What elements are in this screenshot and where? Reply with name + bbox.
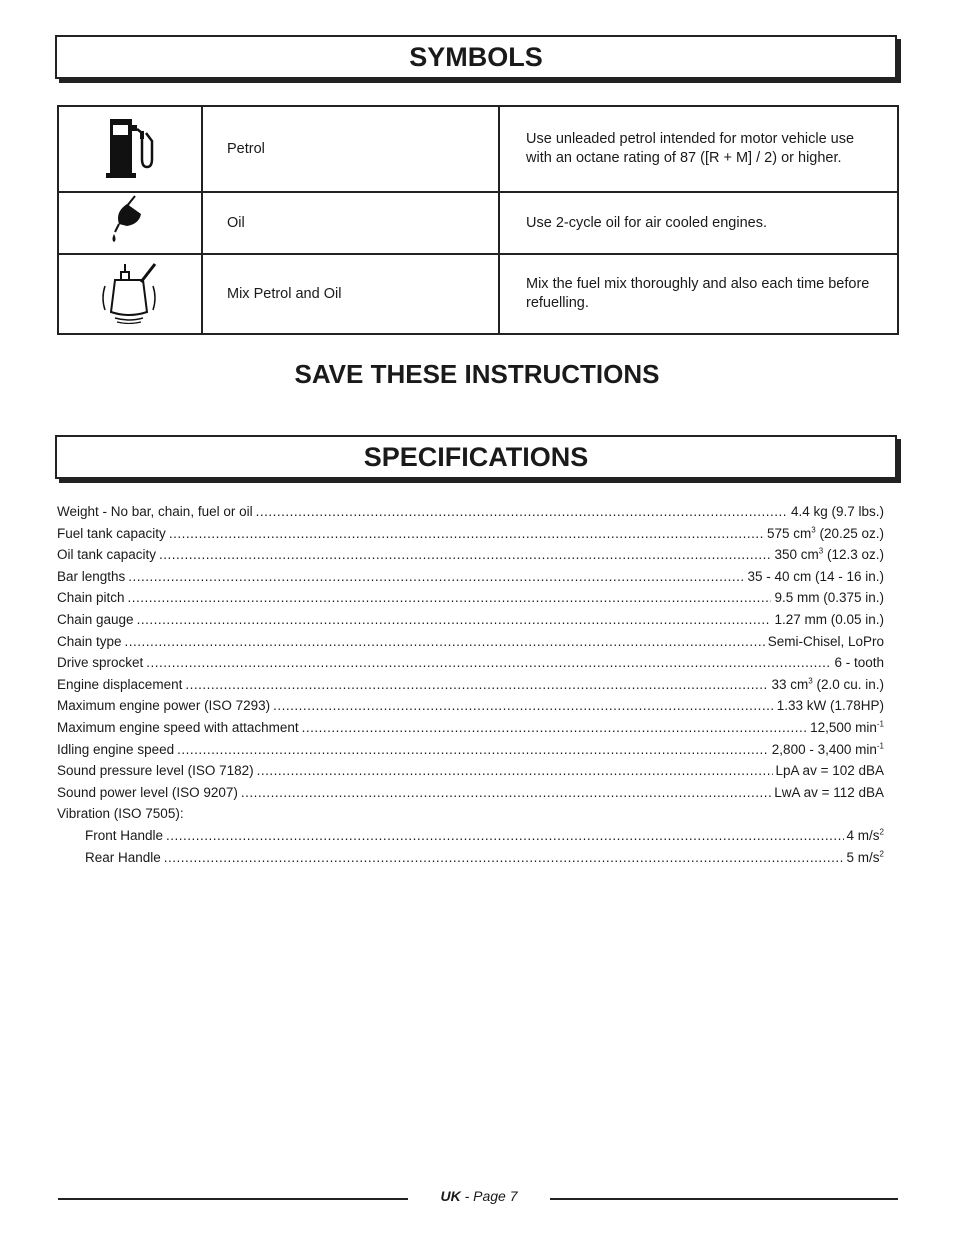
spec-label: Idling engine speed bbox=[57, 741, 175, 757]
spec-row bbox=[57, 609, 884, 631]
spec-label: Fuel tank capacity bbox=[57, 525, 166, 541]
vibration-label: Vibration (ISO 7505): bbox=[57, 806, 184, 822]
spec-label: Maximum engine power (ISO 7293) bbox=[57, 698, 271, 714]
spec-row bbox=[57, 523, 884, 545]
spec-label: Engine displacement bbox=[57, 676, 183, 692]
spec-value: 4.4 kg (9.7 lbs.) bbox=[790, 504, 884, 519]
spec-value: 350 $cm^3$ (12.3 oz.) bbox=[774, 546, 884, 563]
symbol-icon-cell bbox=[58, 106, 202, 192]
page-footer bbox=[408, 1188, 550, 1204]
spec-value: 12,500 $\min^{-1}$ bbox=[810, 719, 884, 735]
symbols-table bbox=[57, 105, 899, 335]
footer-page-number: - Page 7 bbox=[460, 1188, 518, 1204]
spec-label: Oil tank capacity bbox=[57, 547, 157, 563]
spec-row bbox=[57, 544, 884, 566]
symbol-name: Petrol bbox=[202, 106, 499, 192]
spec-row bbox=[57, 825, 884, 847]
spec-label: Drive sprocket bbox=[57, 655, 144, 671]
symbol-description: Use 2-cycle oil for air cooled engines. bbox=[499, 192, 898, 254]
symbol-name: Oil bbox=[202, 192, 499, 254]
spec-label: Chain gauge bbox=[57, 611, 134, 627]
spec-row bbox=[57, 803, 884, 825]
spec-value: 1.27 mm (0.05 in.) bbox=[774, 611, 884, 627]
spec-label: Chain type bbox=[57, 633, 122, 649]
spec-value: LwA av = 112 dBA bbox=[774, 784, 884, 800]
spec-value: 5 $m/s^2$ bbox=[846, 849, 884, 865]
spec-row bbox=[57, 717, 884, 739]
footer-region: UK bbox=[440, 1188, 461, 1204]
symbol-row-mix bbox=[58, 254, 898, 334]
spec-row bbox=[57, 652, 884, 674]
symbols-heading-banner bbox=[55, 35, 897, 79]
symbol-row-oil bbox=[58, 192, 898, 254]
spec-value: LpA av = 102 dBA bbox=[775, 763, 884, 779]
petrol-pump-icon bbox=[102, 113, 158, 179]
spec-row bbox=[57, 847, 884, 869]
footer-rule-left bbox=[58, 1198, 408, 1200]
spec-label: Sound pressure level (ISO 7182) bbox=[57, 763, 254, 779]
spec-value: 1.33 kW (1.78HP) bbox=[776, 698, 884, 714]
symbol-icon-cell bbox=[58, 254, 202, 334]
save-instructions-heading: SAVE THESE INSTRUCTIONS bbox=[294, 359, 660, 389]
spec-row bbox=[57, 566, 884, 588]
specifications-list bbox=[57, 501, 884, 868]
spec-label: Bar lengths bbox=[57, 568, 126, 584]
spec-label: Sound power level (ISO 9207) bbox=[57, 784, 238, 800]
specifications-heading-banner bbox=[55, 435, 897, 479]
spec-label: Rear Handle bbox=[85, 849, 161, 865]
spec-row bbox=[57, 760, 884, 782]
spec-row bbox=[57, 782, 884, 804]
specifications-heading: SPECIFICATIONS bbox=[363, 442, 589, 472]
spec-row bbox=[57, 587, 884, 609]
spec-row bbox=[57, 739, 884, 761]
spec-value: 9.5 mm (0.375 in.) bbox=[774, 590, 884, 606]
footer-rule-right bbox=[550, 1198, 898, 1200]
spec-value: 35 - 40 cm (14 - 16 in.) bbox=[747, 568, 884, 584]
spec-row bbox=[57, 501, 884, 523]
spec-value: 2,800 - 3,400 $\min^{-1}$ bbox=[771, 741, 884, 757]
spec-label: Front Handle bbox=[85, 827, 164, 843]
mix-fuel-can-icon bbox=[97, 258, 163, 324]
spec-label: Maximum engine speed with attachment bbox=[57, 719, 299, 735]
spec-value: Semi-Chisel, LoPro bbox=[767, 633, 884, 649]
spec-row bbox=[57, 631, 884, 653]
symbol-description: Use unleaded petrol intended for motor vehicle use with an octane rating of 87 ([R + M] / 2) or higher. bbox=[499, 106, 898, 192]
spec-row bbox=[57, 674, 884, 696]
oil-can-icon bbox=[105, 194, 155, 246]
symbol-row-petrol bbox=[58, 106, 898, 192]
symbols-heading: SYMBOLS bbox=[409, 42, 543, 72]
symbol-name: Mix Petrol and Oil bbox=[202, 254, 499, 334]
spec-row bbox=[57, 695, 884, 717]
spec-value: 6 - tooth bbox=[834, 655, 884, 671]
spec-value: 575 $cm^3$ (20.25 oz.) bbox=[766, 525, 884, 541]
spec-label: Chain pitch bbox=[57, 590, 125, 606]
symbol-icon-cell bbox=[58, 192, 202, 254]
spec-value: 33 $cm^3$ (2.0 cu. in.) bbox=[771, 676, 884, 692]
symbol-description: Mix the fuel mix thoroughly and also each time before refuelling. bbox=[499, 254, 898, 334]
spec-label: Weight - No bar, chain, fuel or oil bbox=[57, 504, 253, 519]
spec-value: 4 $m/s^2$ bbox=[846, 827, 884, 843]
